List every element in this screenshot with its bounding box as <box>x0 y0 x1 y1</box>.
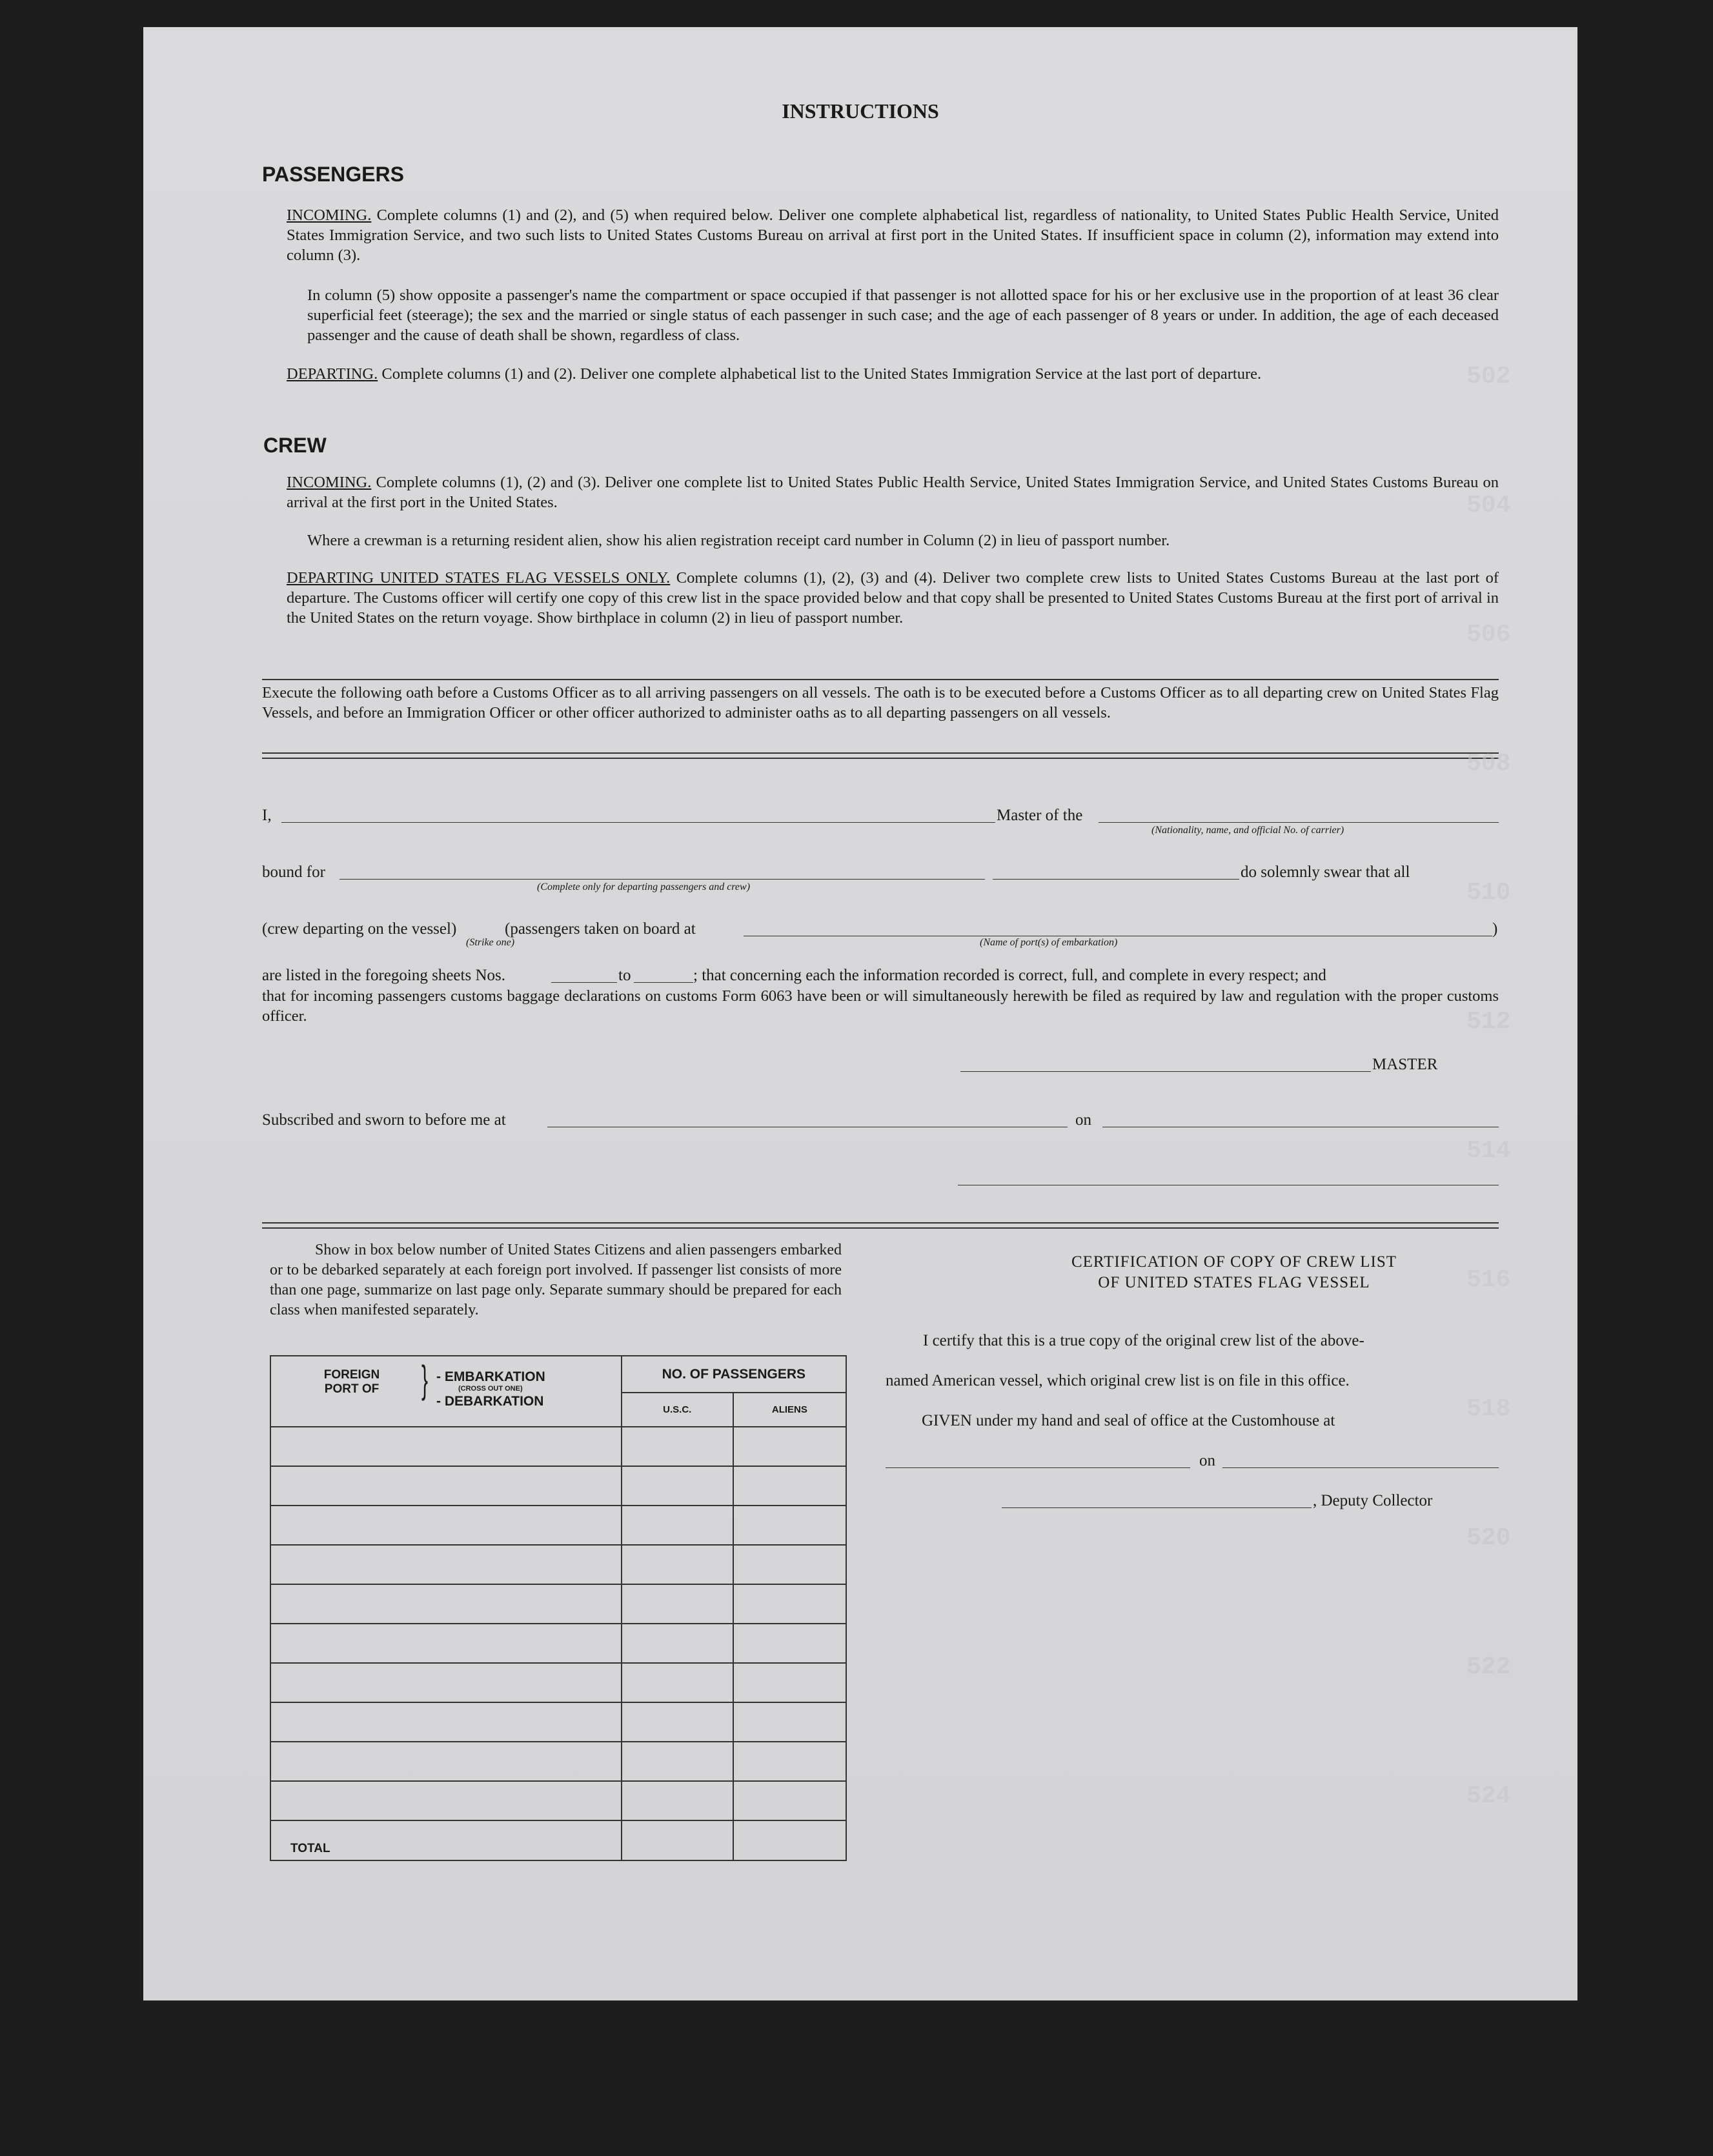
passengers-incoming-lead: INCOMING. <box>287 207 372 224</box>
port-cell[interactable] <box>270 1702 622 1742</box>
oath-listed-a: are listed in the foregoing sheets Nos. <box>262 967 505 984</box>
port-cell[interactable] <box>270 1624 622 1663</box>
port-cell[interactable] <box>270 1466 622 1506</box>
passengers-incoming-text: Complete columns (1) and (2), and (5) when required below. Deliver one complete alphabetical list, regardless of nationality, to United States Public Health Service, United States Immigration Service, and two such lists to United States Customs Bureau on arrival at first port in the United States. If insufficient space in column (2), information may extend into column (3). <box>287 207 1499 264</box>
ports-note: (Name of port(s) of embarkation) <box>980 937 1118 948</box>
oath-listed-to: to <box>618 967 631 984</box>
total-label: TOTAL <box>270 1820 622 1860</box>
carrier-note: (Nationality, name, and official No. of carrier) <box>1151 825 1344 836</box>
crew-departing-text: Complete columns (1), (2), (3) and (4). Deliver two complete crew lists to United States Customs Bureau at the last port of departure. The Customs officer will certify one copy of this crew list in the space provided below and that copy shall be presented to United States Customs Bureau at the first port of arrival in the United States on the return voyage. Show birthplace in column (2) in lieu of passport number. <box>287 569 1499 627</box>
close-paren: ) <box>1492 920 1498 938</box>
usc-cell[interactable] <box>622 1545 733 1584</box>
ghost-mark: 514 <box>1466 1137 1511 1165</box>
oath-passengers-taken: (passengers taken on board at <box>505 920 696 938</box>
usc-header: U.S.C. <box>622 1393 733 1427</box>
bound-for-field[interactable] <box>340 879 985 880</box>
certification-line1: I certify that this is a true copy of the original crew list of the above- <box>923 1332 1364 1349</box>
crew-incoming <box>287 472 1499 512</box>
no-passengers-header: NO. OF PASSENGERS <box>622 1356 846 1393</box>
ghost-mark: 522 <box>1466 1653 1511 1681</box>
usc-cell[interactable] <box>622 1584 733 1624</box>
aliens-cell[interactable] <box>733 1663 846 1702</box>
usc-total-cell[interactable] <box>622 1820 733 1860</box>
port-cell[interactable] <box>270 1545 622 1584</box>
ghost-mark: 520 <box>1466 1524 1511 1552</box>
instructions-title: INSTRUCTIONS <box>782 99 939 123</box>
passengers-departing-text: Complete columns (1) and (2). Deliver one complete alphabetical list to the United States Immigration Service at the last port of departure. <box>381 365 1262 383</box>
ghost-mark: 516 <box>1466 1266 1511 1294</box>
summary-instructions: Show in box below number of United States Citizens and alien passengers embarked or to be debarked separately at each foreign port involved. If passenger list consists of more than one page, summarize on last page only. Separate summary should be prepared for each class when manifested separately. <box>270 1242 842 1318</box>
ghost-mark: 518 <box>1466 1395 1511 1423</box>
port-cell[interactable] <box>270 1781 622 1820</box>
sheet-to-field[interactable] <box>634 982 693 983</box>
ghost-mark: 506 <box>1466 621 1511 649</box>
usc-cell[interactable] <box>622 1702 733 1742</box>
usc-cell[interactable] <box>622 1781 733 1820</box>
foreign-port-header <box>270 1356 622 1427</box>
passengers-column5: In column (5) show opposite a passenger's name the compartment or space occupied if that passenger is not allotted space for his or her exclusive use in the proportion of at least 36 clear superficial feet (steerage); the sex and the married or single status of each passenger in such case; and the age of each passenger of 8 years or under. In addition, the age of each deceased passenger and the cause of death shall be shown, regardless of class. <box>307 287 1499 344</box>
port-cell[interactable] <box>270 1742 622 1781</box>
customhouse-field[interactable] <box>886 1467 1190 1468</box>
oath-swear: do solemnly swear that all <box>1241 863 1410 881</box>
debarkation-label: - DEBARKATION <box>436 1394 544 1409</box>
crew-incoming-lead: INCOMING. <box>287 474 372 491</box>
certification-title-line1: CERTIFICATION OF COPY OF CREW LIST <box>1071 1253 1397 1271</box>
deputy-signature-field[interactable] <box>1002 1507 1312 1508</box>
oath-crew-departing: (crew departing on the vessel) <box>262 920 457 938</box>
usc-cell[interactable] <box>622 1742 733 1781</box>
passenger-summary-table <box>270 1355 847 1861</box>
embarkation-label: - EMBARKATION <box>436 1369 545 1384</box>
oath-master: MASTER <box>1372 1056 1438 1073</box>
passengers-heading: PASSENGERS <box>262 163 404 186</box>
ghost-mark: 508 <box>1466 750 1511 778</box>
usc-cell[interactable] <box>622 1663 733 1702</box>
bound-note: (Complete only for departing passengers and crew) <box>537 882 751 892</box>
ghost-mark: 502 <box>1466 363 1511 390</box>
sheet-from-field[interactable] <box>551 982 617 983</box>
crew-heading: CREW <box>263 434 327 457</box>
ghost-mark: 524 <box>1466 1782 1511 1810</box>
crew-departing <box>287 568 1499 628</box>
bleed-through-column <box>1370 363 1563 1911</box>
aliens-total-cell[interactable] <box>733 1820 846 1860</box>
usc-cell[interactable] <box>622 1466 733 1506</box>
foreign-port-label: FOREIGN PORT OF <box>323 1368 380 1396</box>
crew-resident: Where a crewman is a returning resident alien, show his alien registration receipt card number in Column (2) in lieu of passport number. <box>307 532 1170 549</box>
certification-title-line2: OF UNITED STATES FLAG VESSEL <box>1098 1274 1370 1291</box>
certification-deputy: , Deputy Collector <box>1313 1492 1433 1509</box>
passengers-departing <box>287 364 1499 384</box>
cross-out-label: (CROSS OUT ONE) <box>458 1385 523 1393</box>
divider <box>262 679 1499 680</box>
aliens-cell[interactable] <box>733 1427 846 1466</box>
oath-listed-b: ; that concerning each the information recorded is correct, full, and complete in every respect; and <box>693 967 1326 984</box>
oath-i: I, <box>262 807 272 824</box>
ghost-mark: 510 <box>1466 879 1511 907</box>
aliens-cell[interactable] <box>733 1545 846 1584</box>
oath-intro: Execute the following oath before a Customs Officer as to all arriving passengers on all vessels. The oath is to be executed before a Customs Officer as to all departing crew on United States Flag Vessels, and before an Immigration Officer or other officer authorized to administer oaths as to all departing passengers on all vessels. <box>262 684 1499 721</box>
certification-on: on <box>1199 1452 1215 1469</box>
certification-line3: GIVEN under my hand and seal of office at the Customhouse at <box>922 1412 1335 1429</box>
port-cell[interactable] <box>270 1663 622 1702</box>
brace-icon: } <box>421 1358 429 1401</box>
oath-master-of-the: Master of the <box>997 807 1083 824</box>
crew-incoming-text: Complete columns (1), (2) and (3). Deliver one complete list to United States Public Health Service, United States Immigration Service, and United States Customs Bureau on arrival at the first port in the United States. <box>287 474 1499 511</box>
aliens-cell[interactable] <box>733 1624 846 1663</box>
aliens-cell[interactable] <box>733 1466 846 1506</box>
aliens-cell[interactable] <box>733 1781 846 1820</box>
usc-cell[interactable] <box>622 1624 733 1663</box>
usc-cell[interactable] <box>622 1506 733 1545</box>
aliens-cell[interactable] <box>733 1702 846 1742</box>
passengers-departing-lead: DEPARTING. <box>287 365 378 383</box>
strike-one-note: (Strike one) <box>466 937 515 948</box>
master-name-field[interactable] <box>281 822 995 823</box>
double-divider <box>262 752 1499 759</box>
usc-cell[interactable] <box>622 1427 733 1466</box>
aliens-cell[interactable] <box>733 1742 846 1781</box>
port-cell[interactable] <box>270 1506 622 1545</box>
bound-for-field-2[interactable] <box>993 879 1239 880</box>
passengers-incoming <box>287 205 1499 265</box>
aliens-header: ALIENS <box>733 1393 846 1427</box>
ghost-mark: 512 <box>1466 1008 1511 1036</box>
certification-line2: named American vessel, which original crew list is on file in this office. <box>886 1372 1350 1389</box>
port-cell[interactable] <box>270 1427 622 1466</box>
form-sheet <box>143 27 1577 2000</box>
oath-on: on <box>1075 1111 1091 1129</box>
aliens-cell[interactable] <box>733 1506 846 1545</box>
oath-subscribed: Subscribed and sworn to before me at <box>262 1111 506 1129</box>
port-cell[interactable] <box>270 1584 622 1624</box>
oath-listed-c: that for incoming passengers customs baggage declarations on customs Form 6063 have been or will simultaneously herewith be filed as required by law and regulation with the proper customs officer. <box>262 987 1499 1025</box>
ghost-mark: 504 <box>1466 492 1511 519</box>
double-divider-2 <box>262 1222 1499 1229</box>
aliens-cell[interactable] <box>733 1584 846 1624</box>
crew-departing-lead: DEPARTING UNITED STATES FLAG VESSELS ONLY. <box>287 569 671 587</box>
oath-bound-for: bound for <box>262 863 325 881</box>
master-signature-field[interactable] <box>960 1071 1371 1072</box>
